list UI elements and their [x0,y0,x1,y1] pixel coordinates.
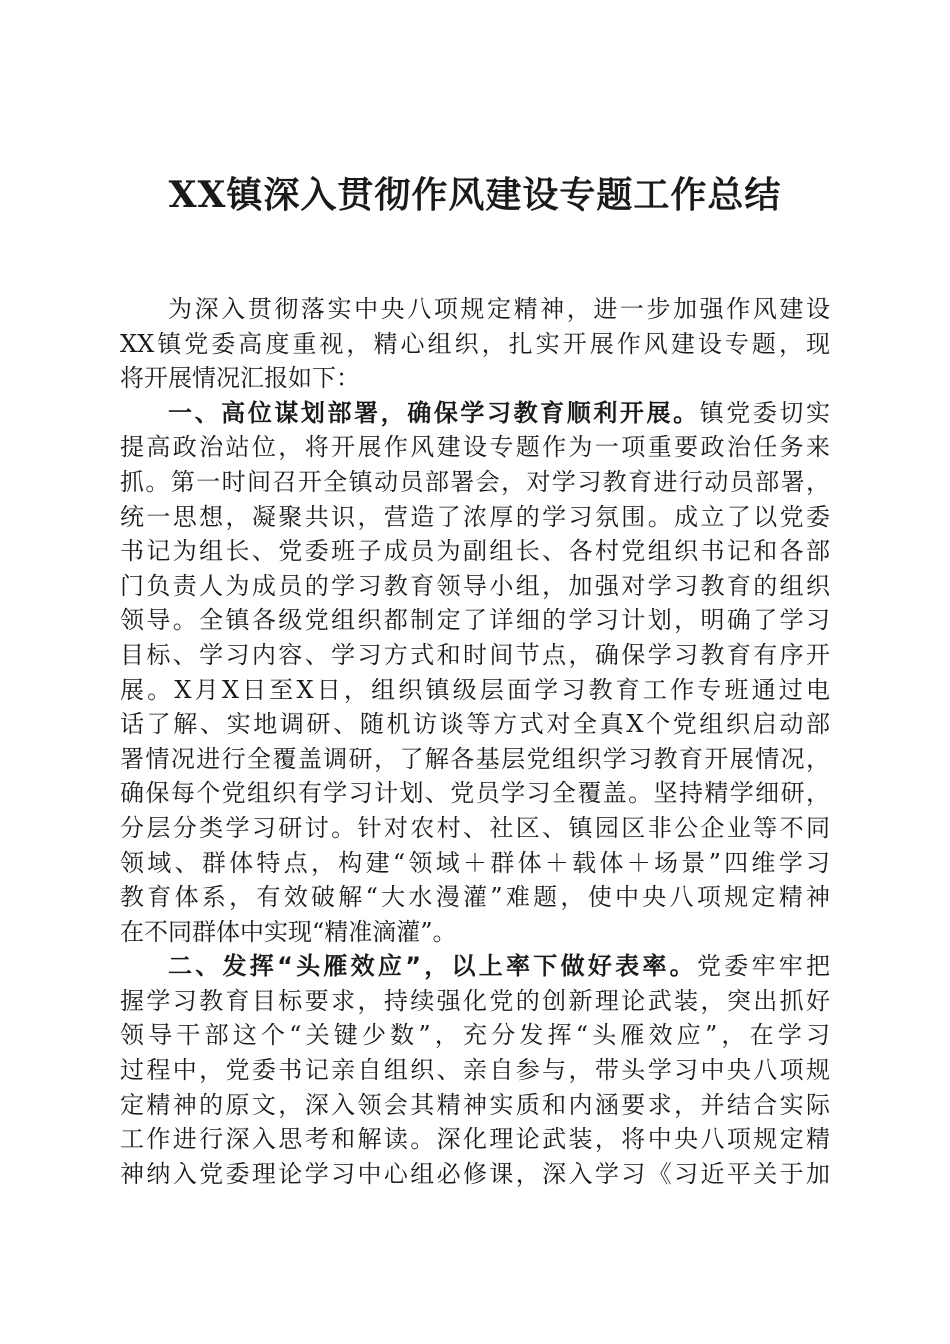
body-text: 目标、学习内容、学习方式和时间节点，确保学习教育有序开 [120,640,830,669]
body-text: XX镇党委高度重视，精心组织，扎实开展作风建设专题，现 [120,329,830,358]
section-heading-line [120,396,830,431]
section-heading-line [120,949,830,984]
body-line [120,1088,830,1123]
body-text: 过程中，党委书记亲自组织、亲自参与，带头学习中央八项规 [120,1056,830,1085]
body-text: 镇党委切实 [699,398,831,427]
section-heading-1: 一、高位谋划部署，确保学习教育顺利开展。 [168,398,700,427]
body-text: 教育体系，有效破解“大水漫灌”难题，使中央八项规定精神 [120,883,830,912]
body-text: 统一思想，凝聚共识，营造了浓厚的学习氛围。成立了以党委 [120,502,830,531]
body-line [120,430,830,465]
body-line [120,534,830,569]
body-text: 握学习教育目标要求，持续强化党的创新理论武装，突出抓好 [120,986,830,1015]
body-line [120,707,830,742]
body-line [120,915,830,950]
body-line [120,292,830,327]
body-text: 定精神的原文，深入领会其精神实质和内涵要求，并结合实际 [120,1090,830,1119]
body-text: 抓。第一时间召开全镇动员部署会，对学习教育进行动员部署， [120,467,830,496]
body-text: 提高政治站位，将开展作风建设专题作为一项重要政治任务来 [120,433,830,462]
body-line [120,1018,830,1053]
section-heading-2: 二、发挥“头雁效应”，以上率下做好表率。 [168,952,697,981]
body-line [120,361,830,396]
body-text: 领域、群体特点，构建“领域＋群体＋载体＋场景”四维学习 [120,848,830,877]
body-line [120,638,830,673]
body-text: 神纳入党委理论学习中心组必修课，深入学习《习近平关于加 [120,1159,830,1188]
body-line [120,603,830,638]
body-line [120,1157,830,1192]
body-text: 话了解、实地调研、随机访谈等方式对全真X个党组织启动部 [120,710,830,739]
body-text: 门负责人为成员的学习教育领导小组，加强对学习教育的组织 [120,571,830,600]
body-line [120,811,830,846]
body-text: 党委牢牢把 [696,952,831,981]
document-title: XX镇深入贯彻作风建设专题工作总结 [168,174,782,216]
body-text: 展。X月X日至X日，组织镇级层面学习教育工作专班通过电 [120,675,830,704]
body-line [120,1122,830,1157]
body-line [120,776,830,811]
body-line [120,673,830,708]
body-line [120,846,830,881]
body-text: 将开展情况汇报如下： [120,364,360,393]
body-text: 为深入贯彻落实中央八项规定精神，进一步加强作风建设 [168,295,830,323]
body-line [120,984,830,1019]
body-text: 工作进行深入思考和解读。深化理论武装，将中央八项规定精 [120,1125,830,1154]
body-text: 在不同群体中实现“精准滴灌”。 [120,917,457,946]
body-text: 领导干部这个“关键少数”，充分发挥“头雁效应”，在学习 [120,1021,830,1050]
body-line [120,742,830,777]
body-text: 确保每个党组织有学习计划、党员学习全覆盖。坚持精学细研， [120,779,830,808]
body-line [120,500,830,535]
body-line [120,569,830,604]
body-line [120,465,830,500]
body-text: 领导。全镇各级党组织都制定了详细的学习计划，明确了学习 [120,606,830,635]
body-line [120,880,830,915]
body-text: 署情况进行全覆盖调研，了解各基层党组织学习教育开展情况， [120,744,830,773]
body-line [120,327,830,362]
document-body [120,292,830,1191]
body-line [120,1053,830,1088]
body-text: 书记为组长、党委班子成员为副组长、各村党组织书记和各部 [120,537,830,566]
body-text: 分层分类学习研讨。针对农村、社区、镇园区非公企业等不同 [120,813,830,842]
